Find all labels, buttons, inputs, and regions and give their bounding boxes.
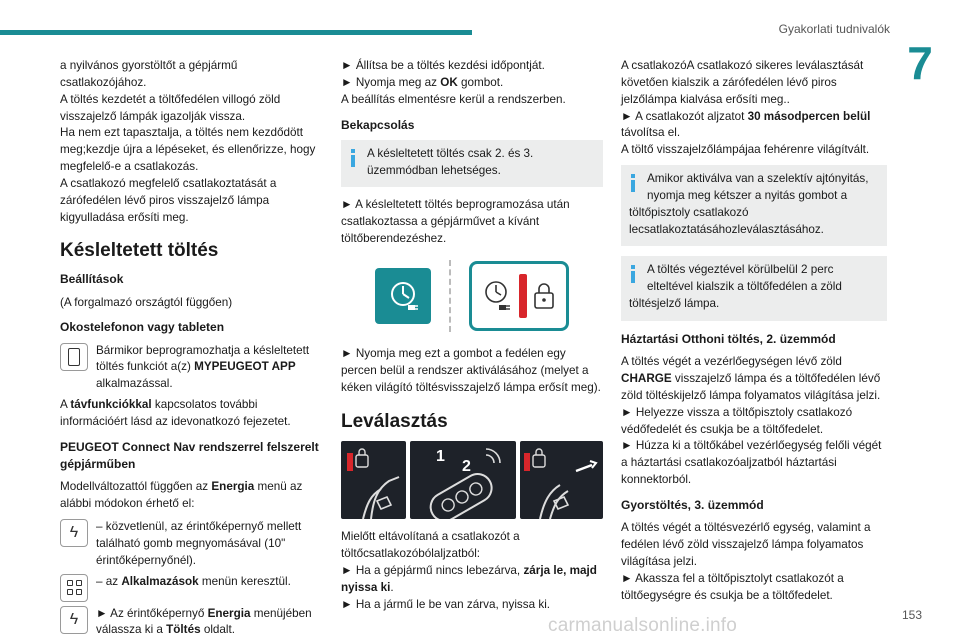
subsection-title-settings: Beállítások — [60, 272, 124, 287]
paragraph: Modellváltozattól függően az Energia menü az alábbi módokon érhető el: — [60, 480, 303, 511]
key-fob-illustration — [410, 441, 515, 519]
charging-flap-illustration — [341, 260, 603, 332]
step-label-2: 2 — [462, 458, 472, 476]
column-2 — [341, 58, 603, 620]
subsection-title-connect-nav: PEUGEOT Connect Nav rendszerrel felszerelt gépjárműben — [60, 439, 319, 472]
disconnection-illustration — [341, 441, 603, 519]
paragraph: A csatlakozóA csatlakozó sikeres leválasztását követően kialszik a zárófedélen lévő piros jelzőlámpa kialvása erősíti meg.. ► A csatlakozót aljzatot 30 másodpercen belül távolítsa el. A töltő visszajelzőlámpájaa fehérenre világítvált. — [621, 59, 871, 157]
watermark: carmanualsonline.info — [548, 615, 738, 636]
running-header: Gyakorlati tudnivalók — [778, 22, 890, 36]
page-number: 153 — [901, 608, 922, 622]
subsection-title-activation: Bekapcsolás — [341, 117, 415, 132]
charging-flap-panel — [469, 261, 569, 331]
info-icon — [629, 171, 639, 193]
option-applications-menu: – az Alkalmazások menün keresztül. — [60, 574, 322, 602]
flap-lock-red-illustration — [341, 441, 406, 519]
info-icon — [349, 146, 359, 168]
option-charging-page: ϟ ► Az érintőképernyő Energia menüjében válassza ki a Töltés oldalt. — [60, 606, 322, 640]
smartphone-icon — [60, 343, 88, 371]
paragraph: a nyilvános gyorstöltőt a gépjármű csatlakozójához. A töltés kezdetét a töltőfedélen villogó zöld visszajelző lámpák igazolják vissza. Ha nem ezt tapasztalja, a töltés nem kezdődött meg;kezdje újra a lépéseket, és ellenőrizze, hogy megfelelő-e a csatlakozás. A csatlakozó megfelelő csatlakoztatását a zárófedélen lévő piros visszajelző lámpa kigyulladása erősíti meg. — [60, 59, 316, 224]
subsection-title-home-charging: Háztartási Otthoni töltés, 2. üzemmód — [621, 331, 836, 346]
info-box: Amikor aktiválva van a szelektív ajtónyitás, nyomja meg kétszer a nyitás gombot a töltőpisztoly csatlakozó lecsatlakoztatásáhozleválasztásához. — [621, 165, 887, 246]
paragraph: Mielőtt eltávolítaná a csatlakozót a töltőcsatlakozóbólaljzatból: ► Ha a gépjármű nincs lebezárva, zárja le, majd nyissa ki. ► Ha a jármű le be van zárva, nyissa ki. — [341, 530, 597, 611]
subsection-title-smartphone: Okostelefonon vagy tableten — [60, 320, 225, 335]
section-title-delayed-charging: Késleltetett töltés — [60, 240, 219, 262]
info-icon — [629, 262, 639, 284]
section-title-disconnection: Leválasztás — [341, 410, 448, 432]
chapter-number: 7 — [907, 37, 933, 89]
smartphone-row: Bármikor beprogramozhatja a késleltetett töltés funkciót a(z) MYPEUGEOT APP alkalmazással. — [60, 343, 322, 394]
paragraph: A töltés végét a vezérlőegységen lévő zöld CHARGE visszajelző lámpa és a töltőfedélen lévő zöld töltéskijelző lámpa folyamatos világítása jelzi. ► Helyezze vissza a töltőpisztoly csatlakozó védőfedelét és csukja be a töltőfedelet. ► Húzza ki a töltőkábel vezérlőegység felőli végét a háztartási csatlakozóaljzatból háztartási konnektorból. — [621, 355, 882, 487]
info-box: A késleltetett töltés csak 2. és 3. üzemmódban lehetséges. — [341, 140, 603, 188]
charging-bolt-icon: ϟ — [60, 606, 88, 634]
column-1 — [60, 58, 322, 640]
paragraph: ► Állítsa be a töltés kezdési időpontját. ► Nyomja meg az OK gombot. A beállítás elmentésre kerül a rendszerben. — [341, 59, 566, 106]
subsection-title-fast-charging: Gyorstöltés, 3. üzemmód — [621, 497, 764, 512]
red-indicator-lamp — [519, 274, 527, 318]
applications-grid-icon — [60, 574, 88, 602]
clock-plug-icon — [480, 274, 516, 318]
paragraph: A töltés végét a töltésvezérlő egység, valamint a fedélen lévő zöld visszajelző lámpa folyamatos világítása jelzi. ► Akassza fel a töltőpisztolyt csatlakozót a töltőegységre és csukja be a töltőfedelet. — [621, 521, 871, 602]
delayed-charging-button-icon — [375, 268, 431, 324]
header-accent-bar — [0, 30, 472, 35]
country-note: (A forgalmazó országtól függően) — [60, 295, 233, 309]
option-direct-button: ϟ – közvetlenül, az érintőképernyő mellett található gomb megnyomásával (10" érintőképernyőnél). — [60, 519, 322, 570]
column-3 — [621, 58, 887, 610]
paragraph: ► Nyomja meg ezt a gombot a fedélen egy percen belül a rendszer aktiválásához (melyet a kéken világító töltésvisszajelző lámpa erősít meg). — [341, 347, 601, 394]
lock-icon — [530, 274, 558, 318]
info-box: A töltés végeztével körülbelül 2 perc elteltével kialszik a töltőfedélen a zöld töltésjelző lámpa. — [621, 256, 887, 321]
flap-lock-unplug-illustration — [520, 441, 603, 519]
paragraph: ► A késleltetett töltés beprogramozása után csatlakoztassa a gépjárművet a kívánt töltőberendezéshez. — [341, 198, 570, 246]
remote-functions-note: A távfunkciókkal kapcsolatos további információért lásd az idevonatkozó fejezetet. — [60, 398, 291, 428]
charging-bolt-icon: ϟ — [60, 519, 88, 547]
step-label-1: 1 — [436, 448, 446, 466]
